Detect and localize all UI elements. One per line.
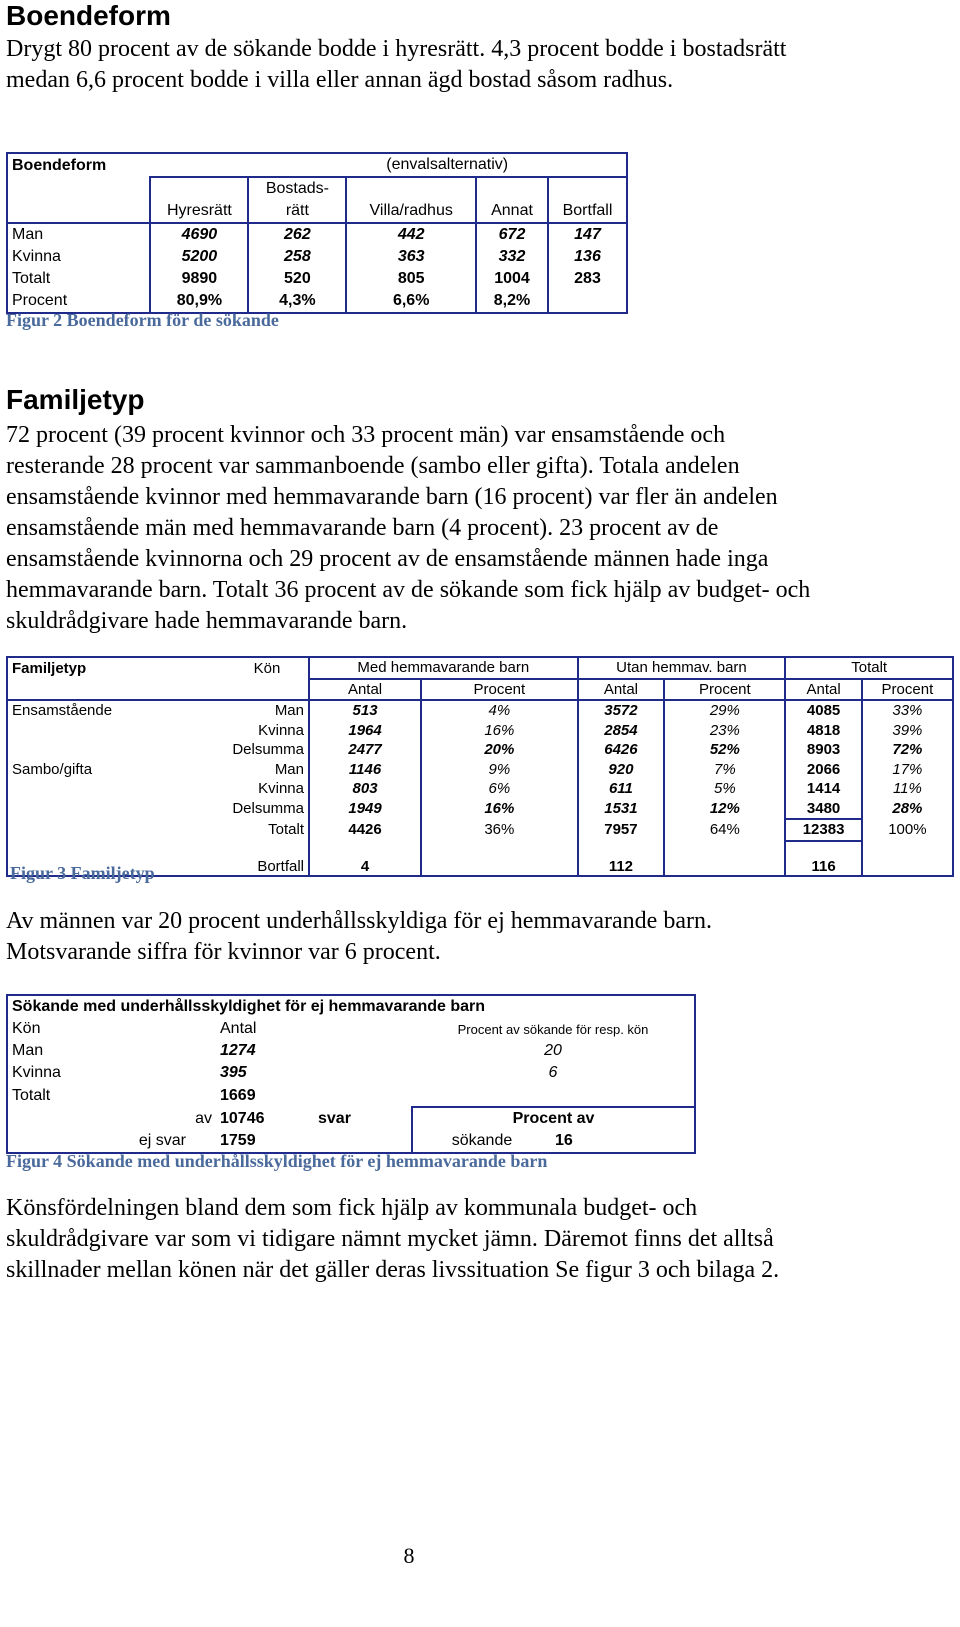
cell: 7% [664,760,785,780]
cell: 112 [578,841,665,876]
table-title: Sökande med underhållsskyldighet för ej hemmavarande barn [12,998,486,1015]
cell: 3480 [785,799,861,820]
cell [548,290,627,313]
cell: 4818 [785,721,861,741]
cell: 332 [476,246,548,268]
group-label [7,740,226,760]
cell: 8903 [785,740,861,760]
cell: 4690 [150,223,248,246]
cell: 5% [664,779,785,799]
av-value: 10746 [220,1109,265,1127]
section-heading-boendeform: Boendeform [6,0,171,31]
table-row [7,1107,695,1130]
kon-label: Kvinna [258,780,304,798]
kon-label: Man [226,700,309,721]
sokande-label: sökande [412,1130,551,1153]
sub-header: Procent [421,679,577,701]
cell: 1274 [220,1042,256,1059]
cell: 4426 [309,819,421,841]
group-label [7,721,226,741]
group-header: Utan hemmav. barn [578,657,786,679]
cell: 520 [248,268,346,290]
column-header: Kön [12,1020,41,1037]
paragraph-underhall: Av männen var 20 procent underhållsskyldiga för ej hemmavarande barn. Motsvarande siffra för kvinnor var 6 procent. [6,908,712,965]
group-label [7,779,226,799]
cell: 395 [220,1064,247,1081]
cell: 3572 [578,700,665,721]
cell: 6 [548,1064,558,1081]
cell: 4,3% [248,290,346,313]
table-row [7,721,953,741]
cell: 17% [862,760,953,780]
cell: 7957 [578,819,665,841]
cell: 6426 [578,740,665,760]
cell: 513 [309,700,421,721]
sub-header: Antal [578,679,665,701]
section-heading-familjetyp: Familjetyp [6,384,145,415]
cell: 2066 [785,760,861,780]
group-label [7,799,226,820]
column-header: Villa/radhus [346,200,476,223]
cell: 100% [862,819,953,841]
group-label: Ensamstående [7,700,226,721]
av-label: av [195,1109,212,1127]
cell: 1004 [476,268,548,290]
cell: 12% [664,799,785,820]
cell: 4 [309,841,421,876]
cell: 672 [476,223,548,246]
table-row [7,700,953,721]
ej-svar-label: ej svar [138,1132,186,1149]
kon-label: Delsumma [232,800,304,818]
cell: 1531 [578,799,665,820]
cell: 4% [421,700,577,721]
cell: 363 [346,246,476,268]
figure-caption: Figur 3 Familjetyp [10,863,155,883]
cell: 2854 [578,721,665,741]
cell: 262 [248,223,346,246]
sokande-value: 16 [555,1132,573,1149]
table-title: Familjetyp [12,659,87,677]
sub-header: Procent [862,679,953,701]
cell: 442 [346,223,476,246]
figure-caption: Figur 4 Sökande med underhållsskyldighet för ej hemmavarande barn [6,1151,548,1171]
cell: 64% [664,819,785,841]
table-row [7,223,627,246]
table-row [7,799,953,820]
column-header-top: Bostads- [248,177,346,200]
column-header: Annat [476,200,548,223]
table-row [7,819,953,841]
cell: 5200 [150,246,248,268]
row-label: Man [7,223,150,246]
table-title: Boendeform [12,156,107,174]
cell: 28% [862,799,953,820]
cell: 80,9% [150,290,248,313]
sub-header: Procent [664,679,785,701]
group-label: Sambo/gifta [12,760,93,778]
table-row [7,1130,695,1153]
column-header: Procent av sökande för resp. kön [457,1021,649,1037]
table-underhallsskyldighet [6,994,696,1154]
row-label: Man [12,1042,44,1059]
cell: 6% [421,779,577,799]
ej-svar-value: 1759 [220,1132,256,1149]
cell: 23% [664,721,785,741]
cell: 803 [309,779,421,799]
cell: 1414 [785,779,861,799]
row-label: Kvinna [12,248,61,265]
column-header: Hyresrätt [150,200,248,223]
cell: 2477 [309,740,421,760]
page-number: 8 [403,1543,415,1568]
table-row [7,740,953,760]
cell: 12383 [785,819,861,841]
group-header: Totalt [785,657,953,679]
table-row [7,268,627,290]
kon-label: Man [274,760,304,778]
sub-header: Antal [309,679,421,701]
cell: 805 [346,268,476,290]
table-row [7,1062,695,1084]
cell: 16% [421,721,577,741]
cell: 116 [785,841,861,876]
cell: 1949 [309,799,421,820]
row-label: Totalt [12,1086,51,1104]
table-row [7,1040,695,1062]
paragraph-konsfordelning: Könsfördelningen bland dem som fick hjälp av kommunala budget- och skuldrådgivare var som vi tidigare nämnt mycket jämn. Däremot finns det alltså skillnader mellan könen när det gäller deras livssituation Se figur 3 och bilaga 2. [6,1195,780,1283]
table-note: (envalsalternativ) [386,156,509,173]
procent-av-label: Procent av [412,1107,695,1130]
paragraph-boendeform: Drygt 80 procent av de sökande bodde i hyresrätt. 4,3 procent bodde i bostadsrätt medan 6,6 procent bodde i villa eller annan ägd bostad såsom radhus. [6,36,787,93]
kon-label: Delsumma [232,741,304,759]
column-header-kon: Kön [253,659,281,677]
cell: 136 [548,246,627,268]
cell: 920 [578,760,665,780]
row-label: Procent [12,292,68,309]
cell: 1146 [309,760,421,780]
cell: 283 [548,268,627,290]
cell: 9890 [150,268,248,290]
cell: 52% [664,740,785,760]
table-row [7,246,627,268]
cell: 20% [421,740,577,760]
cell: 147 [548,223,627,246]
cell: 72% [862,740,953,760]
row-label: Totalt [12,270,51,287]
table-row [7,1084,695,1107]
table-row [7,779,953,799]
cell: 16% [421,799,577,820]
svar-label: svar [318,1109,351,1127]
row-label: Kvinna [12,1064,61,1081]
column-header: Bortfall [548,200,627,223]
figure-caption: Figur 2 Boendeform för de sökande [6,310,279,330]
paragraph-familjetyp: 72 procent (39 procent kvinnor och 33 procent män) var ensamstående och resterande 28 procent var sammanboende (sambo eller gifta). Totala andelen ensamstående kvinnor med hemmavarande barn (16 procent) var fler än andelen ensamstående män med hemmavarande barn (4 procent). 23 procent av de ensamstående kvinnorna och 29 procent av de ensamstående männen hade inga hemmavarande barn. Totalt 36 procent av de sökande som fick hjälp av budget- och skuldrådgivare hade hemmavarande barn. [6,422,811,634]
cell: 258 [248,246,346,268]
group-label [7,819,226,841]
cell: 29% [664,700,785,721]
cell: 8,2% [476,290,548,313]
table-row [7,760,953,780]
cell: 39% [862,721,953,741]
column-header: Antal [220,1020,257,1037]
cell: 36% [421,819,577,841]
cell: 6,6% [346,290,476,313]
cell: 1669 [220,1086,256,1104]
column-header: rätt [248,200,346,223]
cell: 20 [544,1042,562,1059]
cell: 11% [862,779,953,799]
sub-header: Antal [785,679,861,701]
cell: 9% [421,760,577,780]
table-familjetyp [6,656,954,877]
bortfall-label: Bortfall [257,857,304,875]
group-header: Med hemmavarande barn [309,657,578,679]
kon-label: Totalt [268,821,304,839]
cell: 4085 [785,700,861,721]
cell: 1964 [309,721,421,741]
cell: 33% [862,700,953,721]
table-boendeform [6,152,628,314]
cell: 611 [578,779,665,799]
kon-label: Kvinna [258,721,304,739]
